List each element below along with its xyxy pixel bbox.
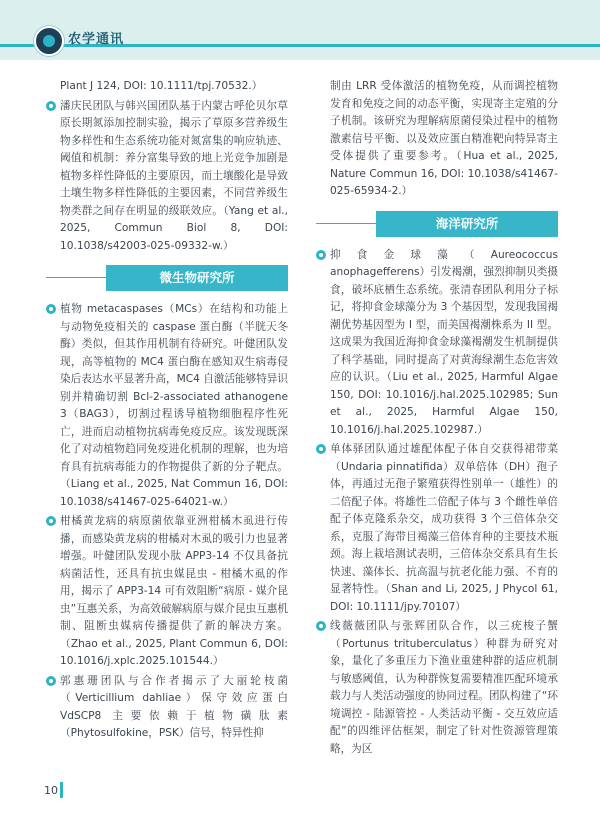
publication-title: 农学通讯 [68, 32, 125, 47]
right-column [316, 78, 558, 760]
page-number: 10 [44, 784, 58, 797]
entry-text: 潘庆民团队与韩兴国团队基于内蒙古呼伦贝尔草原长期氮添加控制实验，揭示了草原多营养级生物多样性和生态系统功能对氮富集的响应轨迹、阈值和机制：养分富集导致的地上光竞争加剧是植物多样性降低的主要原因，而土壤酸化是导致土壤生物多样性降低的主要因素，不同营养级生物类群之间存在明显的级联效应。（Yang et al., 2025, Commun Biol 8, DOI: 10.1038/s42003-025-09332-w.） [60, 99, 288, 252]
entry-text: 郭惠珊团队与合作者揭示了大丽轮枝菌（Verticillium dahliae）保守效应蛋白 VdSCP8 主要依赖于植物磺肽素（Phytosulfokine，PSK）信号，特异性抑 [60, 674, 288, 739]
entry-item [46, 301, 288, 511]
entry-text: 柑橘黄龙病的病原菌依靠亚洲柑橘木虱进行传播，而感染黄龙病的柑橘对木虱的吸引力也显著增强。叶健团队发现小肽 APP3-14 不仅具备抗病菌活性，还具有抗虫媒昆虫 - 柑橘木虱的作用，揭示了 APP3-14 可有效阻断“病原 - 媒介昆虫”互惠关系，为高效破解病原与媒介昆虫互惠机制、阻断虫媒病传播提供了新的解决方案。（Zhao et al., 2025, Plant Commun 6, DOI: 10.1016/j.xplc.2025.101544.） [60, 515, 288, 667]
entry-continuation: 制由 LRR 受体激活的植物免疫，从而调控植物发育和免疫之间的动态平衡，实现寄主定殖的分子机制。该研究为理解病原菌侵染过程中的植物激素信号平衡、以及效应蛋白精准靶向特异寄主受体提供了重要参考。（Hua et al., 2025, Nature Commun 16, DOI: 10.1038/s41467-025-65934-2.） [330, 80, 558, 197]
entry-item [46, 98, 288, 256]
bullet-icon [46, 516, 56, 526]
entry-item [316, 618, 558, 758]
entry-text: 抑食金球藻（Aureococcus anophagefferens）引发褐潮，强烈抑制贝类摄食，破坏底栖生态系统。张清春团队利用分子标记，将抑食金球藻分为 3 个基因型，发现我国褐潮优势基因型为 I 型，而美国褐潮株系为 II 型。这成果为我国近海抑食金球藻褐潮发生机制提供了科学基础，同时提高了对黄海绿潮生态危害效应的认识。（Liu et al., 2025, Harmful Algae 150, DOI: 10.1016/j.hal.2025.102985; Sun et al., 2025, Harmful Algae 150, 10.1016/j.hal.2025.102987.） [330, 248, 558, 436]
entry-text: 线薇薇团队与张辉团队合作，以三疣梭子蟹（Portunus trituberculatus）种群为研究对象，量化了多重压力下渔业重建种群的适应机制与敏感阈值，认为种群恢复需要精准匹配环境承载力与人类活动强度的协同过程。团队构建了“环境调控 - 陆源管控 - 人类活动平衡 - 交互效应适配”的四维评估框架，制定了针对性资源管理策略，为区 [330, 620, 558, 755]
left-column [46, 78, 288, 745]
entry-continuation: Plant J 124, DOI: 10.1111/tpj.70532.） [60, 80, 263, 92]
section-header [316, 211, 558, 237]
entry-item [46, 513, 288, 671]
entry-item [46, 673, 288, 743]
page-number-bar [60, 782, 63, 798]
section-header [46, 265, 288, 291]
entry-item [316, 247, 558, 440]
bullet-icon [316, 621, 326, 631]
section-title: 海洋研究所 [376, 211, 558, 237]
publication-logo-icon [34, 26, 64, 56]
entry-text: 单体驿团队通过雄配体配子体自交获得裙带菜（Undaria pinnatifida）双单倍体（DH）孢子体，再通过无孢子繁殖获得性别单一（雄性）的二倍配子体。将雄性二倍配子体与 3 个雌性单倍配子体克隆系杂交，成功获得 3 个三倍体杂交系，克服了海带目褐藻三倍体育种的主要技术瓶颈。海上栽培测试表明，三倍体杂交系具有生长快速、藻体长、抗高温与抗老化能力强、不育的显著特性。（Shan and Li, 2025, J Phycol 61, DOI: 10.1111/jpy.70107） [330, 443, 558, 613]
section-title: 微生物研究所 [106, 265, 288, 291]
bullet-icon [316, 444, 326, 454]
bullet-icon [46, 101, 56, 111]
bullet-icon [316, 250, 326, 260]
bullet-icon [46, 304, 56, 314]
logo-inner-icon [43, 35, 55, 47]
bullet-icon [46, 676, 56, 686]
entry-item [316, 441, 558, 616]
entry-text: 植物 metacaspases（MCs）在结构和功能上与动物免疫相关的 caspase 蛋白酶（半胱天冬酶）类似，但其作用机制有待研究。叶健团队发现，高等植物的 MC4 蛋白酶在感知双生病毒侵染后表达水平显著升高，MC4 自激活能够特异识别并精确切割 Bcl-2-associated athanogene 3（BAG3），切割过程诱导植物细胞程序性死亡，进而启动植物抗病毒免疫反应。该发现既深化了对动植物趋同免疫进化机制的理解，也为培育具有抗病毒能力的作物提供了新的分子靶点。（Liang et al., 2025, Nat Commun 16, DOI: 10.1038/s41467-025-64021-w.） [60, 303, 288, 508]
